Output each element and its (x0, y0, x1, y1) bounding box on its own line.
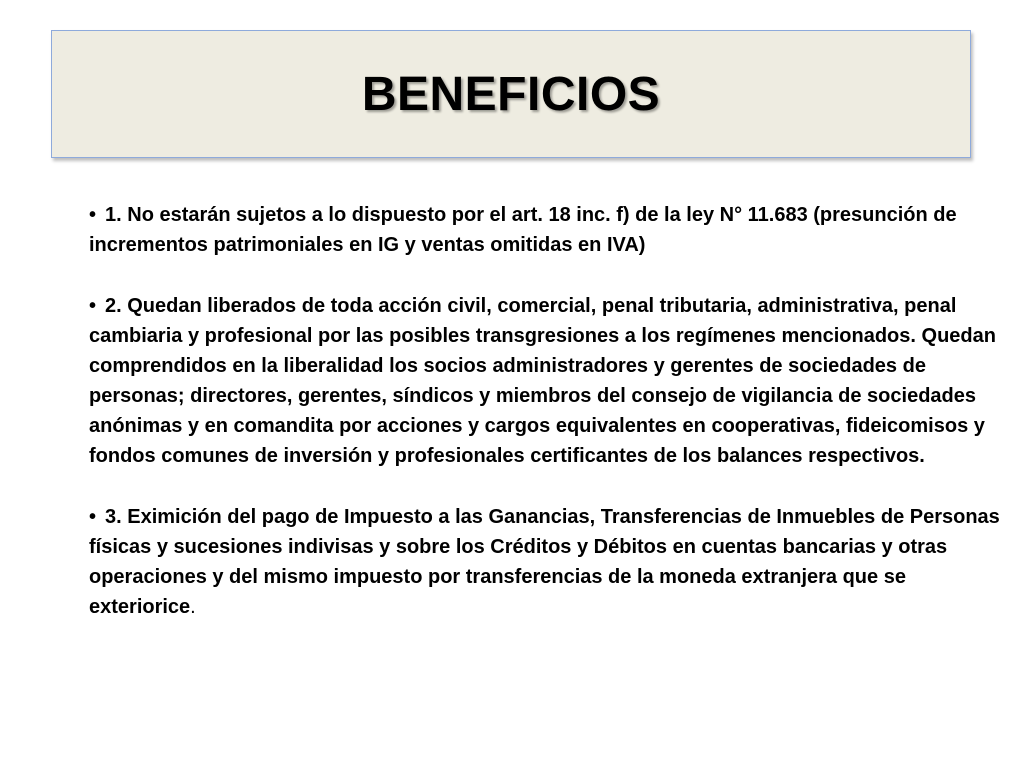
bullet-item-1-text: 1. No estarán sujetos a lo dispuesto por el art. 18 inc. f) de la ley N° 11.683 (presunción de incrementos patrimoniales en IG y ventas omitidas en IVA) (89, 204, 957, 256)
bullet-icon: • (89, 204, 97, 226)
title-box (51, 30, 971, 158)
bullet-item-2 (89, 291, 1004, 471)
bullet-item-3-period: . (190, 596, 196, 618)
bullet-item-3-text: 3. Eximición del pago de Impuesto a las Ganancias, Transferencias de Inmuebles de Personas físicas y sucesiones indivisas y sobre los Créditos y Débitos en cuentas bancarias y otras operaciones y del mismo impuesto por transferencias de la moneda extranjera que se exteriorice (89, 506, 1000, 618)
bullet-icon: • (89, 506, 97, 528)
bullet-icon: • (89, 295, 97, 317)
bullet-item-1 (89, 200, 1004, 260)
slide-title: BENEFICIOS (361, 67, 661, 121)
bullet-item-3 (89, 502, 1004, 622)
bullet-list (89, 200, 1004, 622)
bullet-item-2-text: 2. Quedan liberados de toda acción civil, comercial, penal tributaria, administrativa, penal cambiaria y profesional por las posibles transgresiones a los regímenes mencionados. Quedan comprendidos en la liberalidad los socios administradores y gerentes de sociedades de personas; directores, gerentes, síndicos y miembros del consejo de vigilancia de sociedades anónimas y en comandita por acciones y cargos equivalentes en cooperativas, fideicomisos y fondos comunes de inversión y profesionales certificantes de los balances respectivos. (89, 295, 996, 467)
